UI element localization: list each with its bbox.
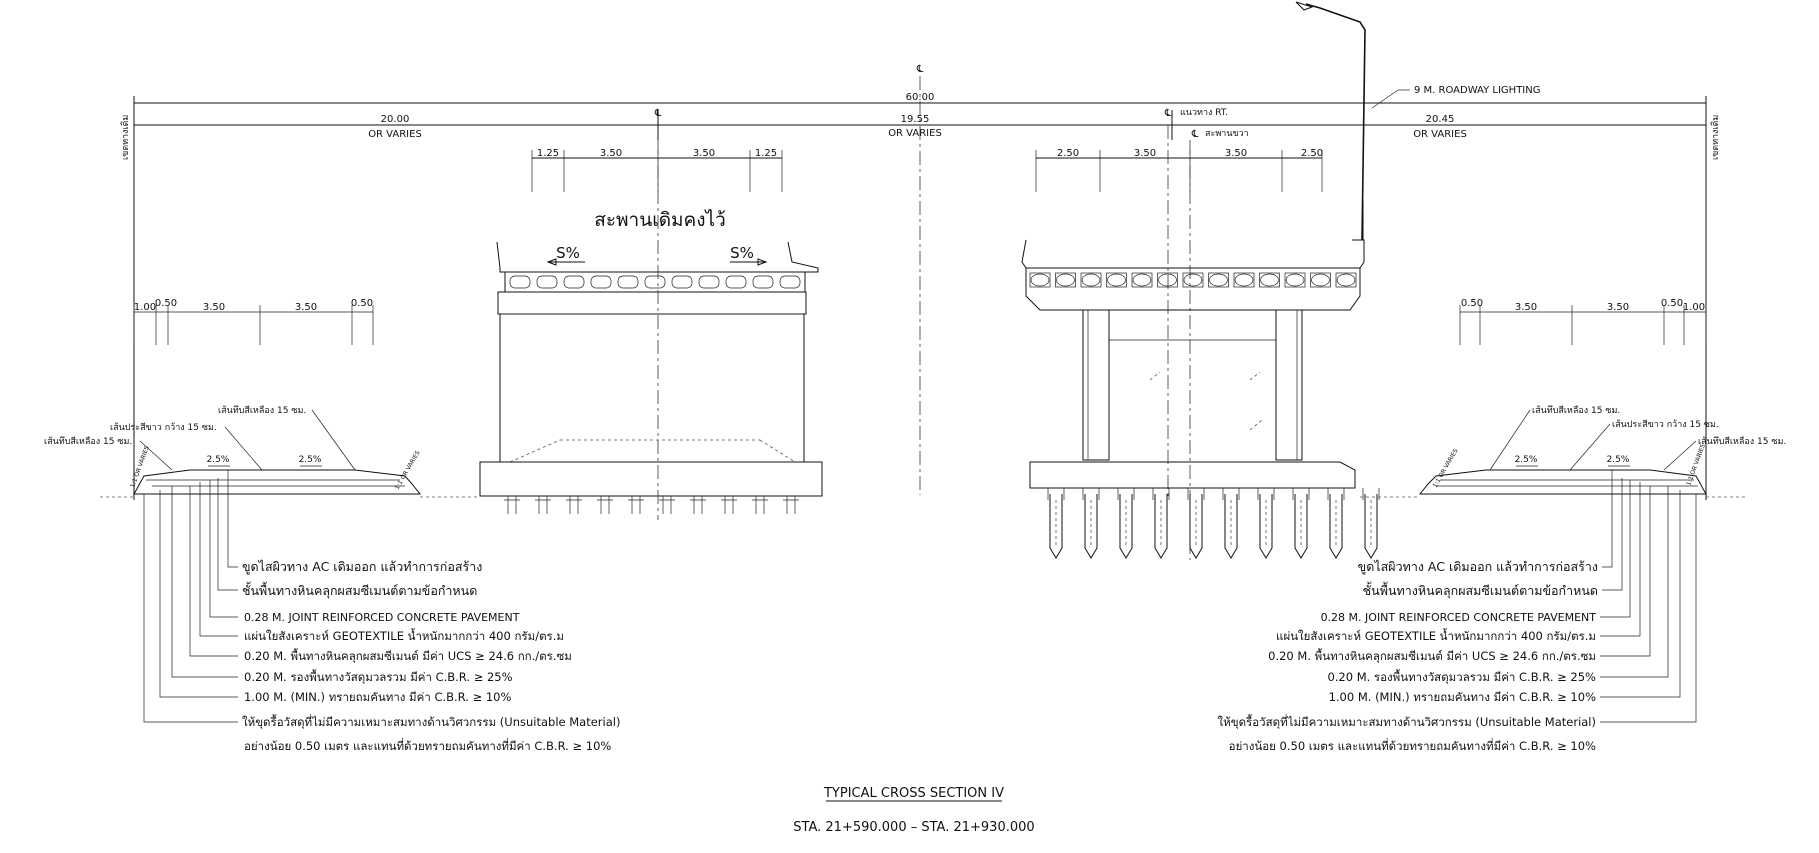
new-deck-void: [1159, 274, 1177, 286]
right-dim-3: 3.50: [1606, 302, 1630, 313]
left-note-3: 0.28 M. JOINT REINFORCED CONCRETE PAVEMENT: [244, 611, 520, 624]
new-deck-void: [1210, 274, 1228, 286]
left-dim-1: 1.00: [133, 302, 157, 313]
new-deck-void-frame: [1285, 273, 1305, 287]
existing-deck-void: [510, 276, 530, 288]
existing-dim-3: 3.50: [692, 148, 716, 159]
right-dim-4: 0.50: [1660, 298, 1684, 309]
new-deck-void-frame: [1132, 273, 1152, 287]
existing-dim-1: 1.25: [536, 148, 560, 159]
left-note-8: ให้ขุดรื้อวัสดุที่ไม่มีความเหมาะสมทางด้านวิศวกรรม (Unsuitable Material): [242, 715, 621, 729]
existing-pile: [628, 496, 644, 514]
new-deck-void: [1082, 274, 1100, 286]
new-deck-void-frame: [1336, 273, 1356, 287]
new-deck-void: [1235, 274, 1253, 286]
left-dim-2: 0.50: [154, 298, 178, 309]
new-deck-void-frame: [1030, 273, 1050, 287]
new-deck-void: [1261, 274, 1279, 286]
right-dim-2: 3.50: [1514, 302, 1538, 313]
left-dim-5: 0.50: [350, 298, 374, 309]
right-layer-notes: [1218, 470, 1696, 753]
left-note-2: ชั้นพื้นทางหินคลุกผสมซีเมนต์ตามข้อกำหนด: [242, 583, 478, 598]
new-deck-void: [1108, 274, 1126, 286]
left-slope-1: 2.5%: [206, 455, 230, 465]
existing-pile: [566, 496, 582, 514]
right-dim-5: 1.00: [1682, 302, 1706, 313]
new-bridge: [1022, 2, 1540, 560]
existing-deck-void: [618, 276, 638, 288]
new-dim-2: 3.50: [1133, 148, 1157, 159]
left-note-4: แผ่นใยสังเคราะห์ GEOTEXTILE น้ำหนักมากกว่า 400 กรัม/ตร.ม: [244, 629, 564, 643]
existing-deck-void: [645, 276, 665, 288]
cl-bridge-label: สะพานขวา: [1205, 129, 1249, 139]
left-note-6: 0.20 M. รองพื้นทางวัสดุมวลรวม มีค่า C.B.R. ≥ 25%: [244, 670, 513, 684]
station-range: STA. 21+590.000 – STA. 21+930.000: [793, 820, 1035, 835]
new-dim-1: 2.50: [1056, 148, 1080, 159]
left-roadway: [44, 298, 480, 497]
existing-pile: [659, 496, 675, 514]
row-label-right: เขตทางเดิม: [1711, 114, 1721, 160]
new-deck-void: [1133, 274, 1151, 286]
existing-bridge-title: สะพานเดิมคงไว้: [594, 209, 726, 231]
right-roadway: [1360, 298, 1786, 497]
right-slope-1: 2.5%: [1514, 455, 1538, 465]
mid-segment-varies: OR VARIES: [888, 128, 942, 139]
mid-segment-width: 19.55: [900, 114, 930, 125]
right-dim-1: 0.50: [1460, 298, 1484, 309]
existing-deck-void: [591, 276, 611, 288]
right-note-9: อย่างน้อย 0.50 เมตร และแทนที่ด้วยทรายถมคันทางที่มีค่า C.B.R. ≥ 10%: [1228, 739, 1596, 753]
existing-deck-void: [780, 276, 800, 288]
new-deck-void-frame: [1107, 273, 1127, 287]
right-note-6: 0.20 M. รองพื้นทางวัสดุมวลรวม มีค่า C.B.R. ≥ 25%: [1327, 670, 1596, 684]
new-deck-void-frame: [1081, 273, 1101, 287]
existing-deck-void: [672, 276, 692, 288]
cl-bridge: ℄: [1191, 129, 1199, 140]
new-deck-void: [1312, 274, 1330, 286]
cl-rt-label: แนวทาง RT.: [1180, 108, 1229, 118]
lighting-label: 9 M. ROADWAY LIGHTING: [1414, 85, 1541, 96]
left-label-mid: เส้นประสีขาว กว้าง 15 ซม.: [110, 423, 217, 433]
cl-left-bridge: ℄: [654, 108, 662, 119]
right-side-slope-inner: 1:1 OR VARIES: [1431, 447, 1460, 489]
new-deck-void-frame: [1183, 273, 1203, 287]
existing-deck-void: [699, 276, 719, 288]
new-deck-void: [1337, 274, 1355, 286]
existing-pile: [504, 496, 520, 514]
new-deck-void-frame: [1234, 273, 1254, 287]
existing-deck-void: [564, 276, 584, 288]
existing-pile: [535, 496, 551, 514]
left-dim-3: 3.50: [202, 302, 226, 313]
right-label-mid: เส้นประสีขาว กว้าง 15 ซม.: [1612, 420, 1719, 430]
cl-rt: ℄: [1164, 108, 1172, 119]
right-note-3: 0.28 M. JOINT REINFORCED CONCRETE PAVEMENT: [1320, 611, 1596, 624]
existing-deck-void: [726, 276, 746, 288]
left-side-slope-inner: 1:1 OR VARIES: [393, 449, 422, 491]
new-deck-void-frame: [1209, 273, 1229, 287]
existing-pile: [783, 496, 799, 514]
left-segment-varies: OR VARIES: [368, 129, 422, 140]
right-side-slope-outer: 1:1 OR VARIES: [1685, 443, 1707, 487]
right-segment-width: 20.45: [1425, 114, 1455, 125]
new-deck-void-frame: [1056, 273, 1076, 287]
left-note-7: 1.00 M. (MIN.) ทรายถมคันทาง มีค่า C.B.R. ≥ 10%: [244, 690, 512, 704]
left-label-low: เส้นทึบสีเหลือง 15 ซม.: [44, 437, 133, 447]
new-deck-void: [1286, 274, 1304, 286]
right-segment-varies: OR VARIES: [1413, 129, 1467, 140]
existing-pile: [597, 496, 613, 514]
overall-dimensions: [120, 64, 1721, 500]
existing-bridge: [480, 140, 822, 520]
right-label-low: เส้นทึบสีเหลือง 15 ซม.: [1698, 437, 1787, 447]
title-block: [793, 786, 1034, 835]
new-deck-void-frame: [1311, 273, 1331, 287]
new-deck-void-frame: [1158, 273, 1178, 287]
new-deck-void: [1031, 274, 1049, 286]
slope-right-label: S%: [730, 244, 754, 262]
new-dim-3: 3.50: [1224, 148, 1248, 159]
left-note-5: 0.20 M. พื้นทางหินคลุกผสมซีเมนต์ มีค่า UCS ≥ 24.6 กก./ตร.ซม: [244, 649, 572, 663]
left-slope-2: 2.5%: [298, 455, 322, 465]
right-note-5: 0.20 M. พื้นทางหินคลุกผสมซีเมนต์ มีค่า UCS ≥ 24.6 กก./ตร.ซม: [1268, 649, 1596, 663]
centerline-symbol-top: ℄: [916, 64, 924, 75]
right-note-4: แผ่นใยสังเคราะห์ GEOTEXTILE น้ำหนักมากกว่า 400 กรัม/ตร.ม: [1276, 629, 1596, 643]
existing-pile: [752, 496, 768, 514]
existing-deck-void: [537, 276, 557, 288]
section-title: TYPICAL CROSS SECTION IV: [823, 786, 1005, 801]
existing-deck-void: [753, 276, 773, 288]
left-note-9: อย่างน้อย 0.50 เมตร และแทนที่ด้วยทรายถมคันทางที่มีค่า C.B.R. ≥ 10%: [244, 739, 612, 753]
right-note-7: 1.00 M. (MIN.) ทรายถมคันทาง มีค่า C.B.R. ≥ 10%: [1328, 690, 1596, 704]
row-label-left: เขตทางเดิม: [121, 114, 131, 160]
new-deck-void: [1184, 274, 1202, 286]
existing-dim-2: 3.50: [599, 148, 623, 159]
right-label-top: เส้นทึบสีเหลือง 15 ซม.: [1532, 406, 1621, 416]
right-note-8: ให้ขุดรื้อวัสดุที่ไม่มีความเหมาะสมทางด้านวิศวกรรม (Unsuitable Material): [1217, 715, 1596, 729]
right-note-1: ขูดไสผิวทาง AC เดิมออก แล้วทำการก่อสร้าง: [1357, 559, 1598, 574]
right-note-2: ชั้นพื้นทางหินคลุกผสมซีเมนต์ตามข้อกำหนด: [1362, 583, 1598, 598]
left-layer-notes: [144, 470, 620, 753]
existing-pile: [690, 496, 706, 514]
left-side-slope-outer: 1:1 OR VARIES: [129, 445, 151, 489]
right-slope-2: 2.5%: [1606, 455, 1630, 465]
left-label-top: เส้นทึบสีเหลือง 15 ซม.: [218, 406, 307, 416]
existing-pile: [721, 496, 737, 514]
new-deck-void-frame: [1260, 273, 1280, 287]
existing-dim-4: 1.25: [754, 148, 778, 159]
new-dim-4: 2.50: [1300, 148, 1324, 159]
left-dim-4: 3.50: [294, 302, 318, 313]
overall-width: 60.00: [905, 92, 935, 103]
left-note-1: ขูดไสผิวทาง AC เดิมออก แล้วทำการก่อสร้าง: [242, 559, 483, 574]
left-segment-width: 20.00: [380, 114, 410, 125]
slope-left-label: S%: [556, 244, 580, 262]
new-deck-void: [1057, 274, 1075, 286]
